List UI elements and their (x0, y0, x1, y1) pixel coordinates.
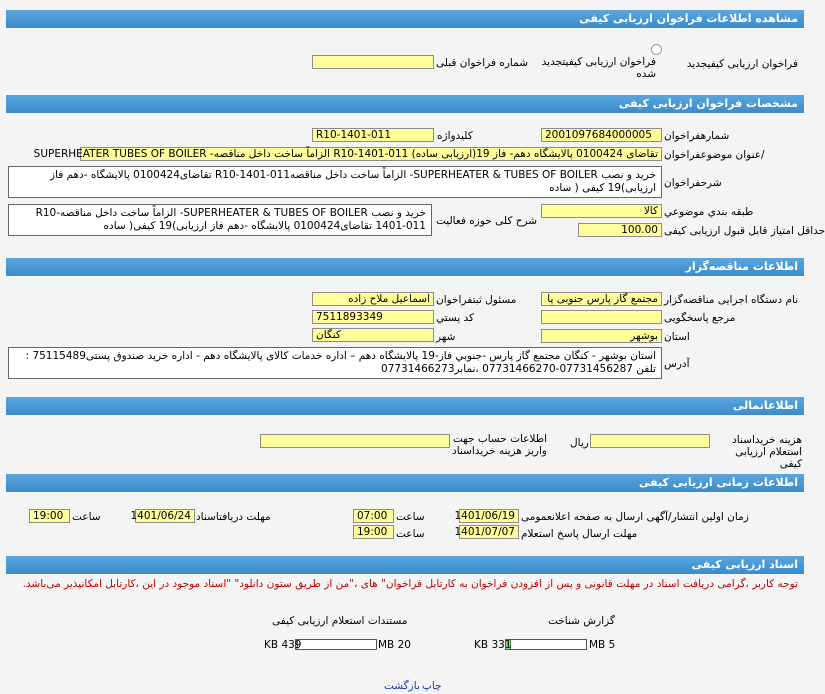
account-label: اطلاعات حساب جهت واریز هزینه خریداسناد (452, 433, 547, 457)
desc-box: خرید و نصب SUPERHEATER & TUBES OF BOILER- الزاماً ساخت داخل مناقصهR10-1401-011 تقاضای0100424 پالایشگاه -دهم فاز ارزیابی)19 کیفی ( ساده (8, 166, 662, 198)
address-label: آدرس (664, 358, 690, 370)
back-link[interactable]: بازگشت (384, 680, 420, 692)
min-score-field: 100.00 (578, 223, 662, 237)
download-notice: توجه کاربر ،گرامی دریافت اسناد در مهلت قانونی و پس از افزودن فراخوان به کارتابل فراخوان" های ،"من از طریق ستون دانلود" "اسناد موجود در این ،کارتابل امکانپذیر می‌باشد. (22, 578, 798, 590)
number-label: شمارهفراخوان (664, 130, 730, 142)
report-max[interactable]: 5 MB (589, 639, 616, 651)
docs-size: 439 KB (264, 639, 302, 651)
ref-label: مرجع پاسخگویی (664, 312, 736, 324)
doc-deadline-date-field: 1401/06/24 (135, 509, 195, 523)
docs-max[interactable]: 20 MB (378, 639, 411, 651)
category-label: طبقه بندي موضوعي (664, 206, 754, 218)
report-size: 331 KB (474, 639, 512, 651)
organizer-header: اطلاعات مناقصه‌گزار (6, 258, 804, 276)
keyword-label: کلیدواژه (437, 130, 473, 142)
reply-date-field: 1401/07/07 (459, 525, 519, 539)
prev-number-field (312, 55, 434, 69)
doc-deadline-label: مهلت دریافتاسناد (196, 511, 271, 523)
documents-header: اسناد ارزیابی کیفی (6, 556, 804, 574)
report-title: گزارش شناخت (548, 615, 615, 627)
docs-title: مستندات استعلام ارزیابی کیفی (272, 615, 408, 627)
reply-time-field: 19:00 (353, 525, 394, 539)
fee-field (590, 434, 710, 448)
scope-label: شرح کلی حوزه فعالیت (436, 215, 538, 227)
registrar-label: مسئول ثبتفراخوان (436, 294, 517, 306)
title-field: تقاضای 0100424 پالایشگاه دهم- فاز 19(ارزیابی ساده) R10-1401-011 الزاماً ساخت داخل مناقصه- SUPERHEATER TUBES OF BOILER (80, 147, 662, 161)
scope-box: خرید و نصب SUPERHEATER & TUBES OF BOILER- الزاماً ساخت داخل مناقصهR10-1401-011 تقاضای0100424 پالایشگاه -دهم فاز ارزیابی)19 کیفی( ساده (8, 204, 432, 236)
doc-deadline-time-label: ساعت (72, 511, 101, 523)
category-field: کالا (541, 204, 662, 218)
publish-time-field: 07:00 (353, 509, 394, 523)
publish-date-field: 1401/06/19 (459, 509, 519, 523)
province-field: بوشهر (541, 329, 662, 343)
title-label: /عنوان موضوعفراخوان (664, 149, 765, 161)
financial-header: اطلاعاتمالی (6, 397, 804, 415)
account-field (260, 434, 450, 448)
report-progress-bar (505, 639, 587, 650)
address-box: استان بوشهر - کنگان مجتمع گاز پارس -جنوبي فاز-19 پالايشگاه دهم – اداره خدمات کالای پالایشگاه دهم - اداره خرید صندوق پستی75115489 : تلفن 07731456287-07731466270 ،نمابر07731466273 (8, 347, 662, 379)
org-field: مجتمع گاز پارس جنوبی پا (541, 292, 662, 306)
min-score-label: حداقل امتیاز قابل قبول ارزیابی کیفی (664, 225, 825, 237)
ref-field (541, 310, 662, 324)
registrar-field: اسماعیل ملاح زاده (312, 292, 434, 306)
doc-deadline-time-field: 19:00 (29, 509, 70, 523)
fee-label: هزینه خریداسناد استعلام ارزیابی کیفی (732, 434, 802, 470)
print-link[interactable]: چاپ (422, 680, 442, 692)
city-field: کنگان (312, 328, 434, 342)
org-label: نام دستگاه اجرایی مناقصه‌گزار (664, 294, 799, 306)
option-renew-radio[interactable] (651, 44, 662, 55)
option-renew-label: فراخوان ارزیابی کیفیتجدید شده (541, 56, 656, 80)
postal-label: کد پستي (436, 312, 475, 324)
specs-header: مشخصات فراخوان ارزیابی کیفی (6, 95, 804, 113)
page-title: مشاهده اطلاعات فراخوان ارزیابی کیفی (6, 10, 804, 28)
option-new-label: فراخوان ارزیابی کیفیجدید (686, 58, 798, 70)
timing-header: اطلاعات زمانی ارزیابی کیفی (6, 474, 804, 492)
reply-label: مهلت ارسال پاسخ استعلام (521, 528, 638, 540)
reply-time-label: ساعت (396, 528, 425, 540)
prev-number-label: شماره فراخوان قبلی (436, 57, 529, 69)
desc-label: شرحفراخوان (664, 177, 722, 189)
city-label: شهر (436, 331, 456, 343)
publish-time-label: ساعت (396, 511, 425, 523)
province-label: استان (664, 331, 690, 343)
keyword-field: R10-1401-011 (312, 128, 434, 142)
publish-label: زمان اولین انتشار/آگهی ارسال به صفحه اعلانعمومی (521, 511, 749, 523)
rial-label: ریال (570, 437, 589, 449)
docs-progress-bar (295, 639, 377, 650)
postal-field: 7511893349 (312, 310, 434, 324)
number-field: 2001097684000005 (541, 128, 662, 142)
